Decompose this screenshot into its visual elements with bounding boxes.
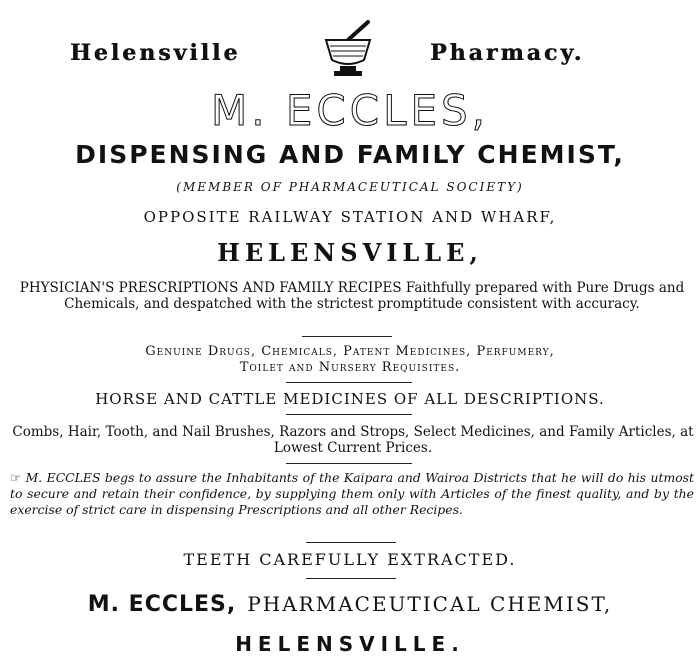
teeth-line: TEETH CAREFULLY EXTRACTED. bbox=[183, 550, 517, 569]
divider bbox=[302, 336, 392, 337]
business-title: DISPENSING AND FAMILY CHEMIST, bbox=[75, 140, 625, 169]
goods-line-1: Genuine Drugs, Chemicals, Patent Medicines, Perfumery, bbox=[145, 344, 555, 359]
footer-town: HELENSVILLE. bbox=[235, 632, 465, 656]
divider bbox=[286, 414, 412, 415]
notice-block bbox=[10, 470, 694, 518]
membership-line: (MEMBER OF PHARMACEUTICAL SOCIETY) bbox=[176, 180, 524, 194]
proprietor-name: M. ECCLES, bbox=[210, 86, 490, 135]
goods-line-2: Toilet and Nursery Requisites. bbox=[239, 360, 461, 375]
mortar-and-pestle-icon bbox=[318, 18, 378, 78]
town-heading: HELENSVILLE, bbox=[217, 238, 483, 267]
horse-cattle-line: HORSE AND CATTLE MEDICINES OF ALL DESCRIPTIONS. bbox=[95, 390, 605, 408]
pointing-hand-icon: ☞ bbox=[10, 470, 22, 485]
notice-text: M. ECCLES begs to assure the Inhabitants of the Kaipara and Wairoa Districts that he will do his utmost to secure and retain their confidence, by supplying them only with Articles of the finest quality, and by the exercise of strict care in dispensing Prescriptions and all other Recipes. bbox=[10, 470, 694, 517]
location-line: OPPOSITE RAILWAY STATION AND WHARF, bbox=[143, 208, 557, 226]
header-right-word: Pharmacy. bbox=[430, 40, 585, 66]
footer-name: M. ECCLES, bbox=[87, 592, 237, 617]
divider bbox=[286, 382, 412, 383]
header-left-word: Helensville bbox=[70, 40, 241, 66]
prescriptions-paragraph: PHYSICIAN'S PRESCRIPTIONS AND FAMILY RECIPES Faithfully prepared with Pure Drugs and Chemicals, and despatched with the strictest promptitude consistent with accuracy. bbox=[19, 280, 685, 312]
footer-line bbox=[0, 592, 700, 617]
divider bbox=[286, 463, 412, 464]
divider bbox=[306, 542, 396, 543]
footer-role: PHARMACEUTICAL CHEMIST, bbox=[247, 592, 613, 616]
brushes-paragraph: Combs, Hair, Tooth, and Nail Brushes, Razors and Strops, Select Medicines, and Family Articles, at Lowest Current Prices. bbox=[12, 424, 694, 456]
divider bbox=[306, 578, 396, 579]
